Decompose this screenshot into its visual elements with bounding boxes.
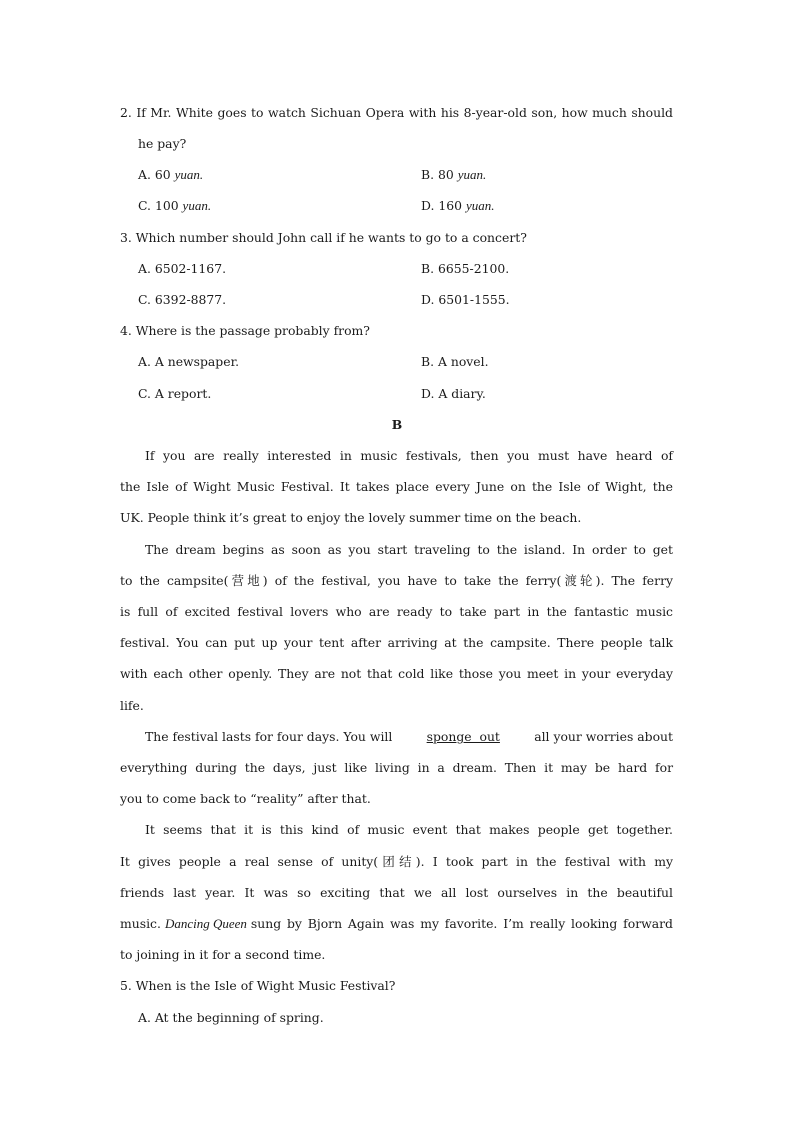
question-3-stem: 3. Which number should John call if he wants to go to a concert? (120, 230, 527, 245)
paragraph-2-line-2: to the campsite(营地) of the festival, you have to take the ferry(渡轮). The ferry (120, 573, 673, 588)
paragraph-1-line-2: the Isle of Wight Music Festival. It takes place every June on the Isle of Wight, the (120, 479, 673, 494)
section-b-heading: B (391, 417, 403, 432)
paragraph-3-line-2: everything during the days, just like living in a dream. Then it may be hard for (120, 760, 673, 775)
paragraph-4-line-2: It gives people a real sense of unity(团结). I took part in the festival with my (120, 854, 673, 869)
question-2-option-d: D. 160 yuan. (421, 198, 495, 213)
question-2-option-b: B. 80 yuan. (421, 167, 487, 182)
paragraph-2-line-6: life. (120, 698, 144, 713)
question-3-option-c: C. 6392-8877. (138, 292, 227, 307)
song-title: Dancing Queen (164, 916, 247, 931)
question-4-stem: 4. Where is the passage probably from? (120, 323, 370, 338)
paragraph-2-line-3: is full of excited festival lovers who are ready to take part in the fantastic music (120, 604, 673, 619)
paragraph-2-line-4: festival. You can put up your tent after arriving at the campsite. There people talk (120, 635, 673, 650)
paragraph-3-line-1: The festival lasts for four days. You will sponge out all your worries about (145, 729, 673, 744)
question-2-option-c: C. 100 yuan. (138, 198, 212, 213)
question-3-option-b: B. 6655-2100. (421, 261, 510, 276)
paragraph-4-line-1: It seems that it is this kind of music event that makes people get together. (145, 822, 673, 837)
question-3-option-a: A. 6502-1167. (138, 261, 227, 276)
paragraph-1-line-3: UK. People think it’s great to enjoy the lovely summer time on the beach. (120, 510, 582, 525)
question-4-option-a: A. A newspaper. (138, 354, 240, 369)
paragraph-1-line-1: If you are really interested in music festivals, then you must have heard of (145, 448, 673, 463)
question-4-option-b: B. A novel. (421, 354, 489, 369)
paragraph-2-line-5: with each other openly. They are not that cold like those you meet in your everyday (120, 666, 673, 681)
question-3-option-d: D. 6501-1555. (421, 292, 510, 307)
paragraph-2-line-1: The dream begins as soon as you start traveling to the island. In order to get (145, 542, 673, 557)
question-2-option-a: A. 60 yuan. (138, 167, 204, 182)
paragraph-3-line-3: you to come back to “reality” after that. (120, 791, 371, 806)
question-4-option-d: D. A diary. (421, 386, 486, 401)
question-5-stem: 5. When is the Isle of Wight Music Festival? (120, 978, 396, 993)
paragraph-4-line-5: to joining in it for a second time. (120, 947, 326, 962)
question-4-option-c: C. A report. (138, 386, 212, 401)
paragraph-4-line-4: music. Dancing Queen sung by Bjorn Again was my favorite. I’m really looking forward (120, 916, 673, 931)
paragraph-4-line-3: friends last year. It was so exciting that we all lost ourselves in the beautiful (120, 885, 673, 900)
question-2-stem: 2. If Mr. White goes to watch Sichuan Opera with his 8-year-old son, how much should (120, 105, 673, 120)
question-5-option-a: A. At the beginning of spring. (138, 1010, 324, 1025)
question-2-stem-cont: he pay? (138, 136, 187, 151)
underlined-phrase: sponge out (426, 729, 500, 744)
